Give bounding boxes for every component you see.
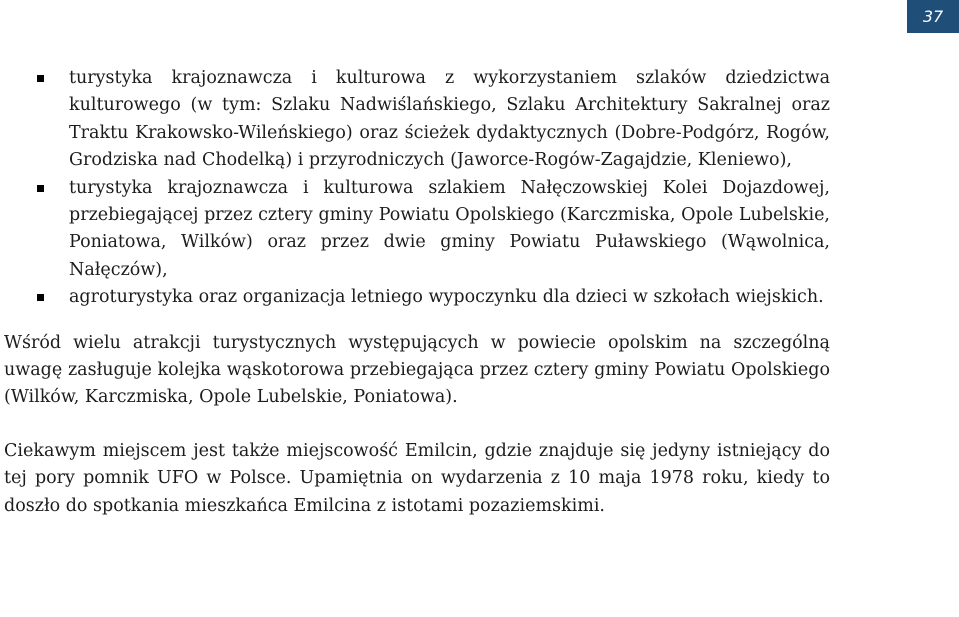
paragraph-narrow-gauge-railway: Wśród wielu atrakcji turystycznych występujących w powiecie opolskim na szczególną uwagę zasługuje kolejka wąskotorowa przebiegająca przez cztery gminy Powiatu Opolskiego (Wilków, Karczmiska, Opole Lubelskie, Poniatowa).: [4, 332, 830, 408]
list-item: [69, 65, 830, 175]
list-item: [69, 175, 830, 285]
square-bullet-icon: [37, 294, 44, 301]
paragraph-emilcin-ufo: Ciekawym miejscem jest także miejscowość Emilcin, gdzie znajduje się jedyny istniejący do tej pory pomnik UFO w Polsce. Upamiętnia on wydarzenia z 10 maja 1978 roku, kiedy to doszło do spotkania mieszkańca Emilcina z istotami pozaziemskimi.: [4, 440, 830, 516]
list-item-text: agroturystyka oraz organizacja letniego wypoczynku dla dzieci w szkołach wiejskich.: [69, 287, 824, 308]
square-bullet-icon: [37, 185, 44, 192]
bullet-list: [4, 65, 830, 312]
page-number-badge: 37: [907, 0, 959, 33]
document-body: [4, 65, 830, 520]
list-item: [69, 284, 830, 311]
list-item-text: turystyka krajoznawcza i kulturowa z wykorzystaniem szlaków dziedzictwa kulturowego (w tym: Szlaku Nadwiślańskiego, Szlaku Architektury Sakralnej oraz Traktu Krakowsko-Wileńskiego) oraz ścieżek dydaktycznych (Dobre-Podgórz, Rogów, Grodziska nad Chodelką) i przyrodniczych (Jaworce-Rogów-Zagajdzie, Kleniewo),: [69, 68, 830, 171]
square-bullet-icon: [37, 75, 44, 82]
list-item-text: turystyka krajoznawcza i kulturowa szlakiem Nałęczowskiej Kolei Dojazdowej, przebiegającej przez cztery gminy Powiatu Opolskiego (Karczmiska, Opole Lubelskie, Poniatowa, Wilków) oraz przez dwie gminy Powiatu Puławskiego (Wąwolnica, Nałęczów),: [69, 177, 830, 280]
